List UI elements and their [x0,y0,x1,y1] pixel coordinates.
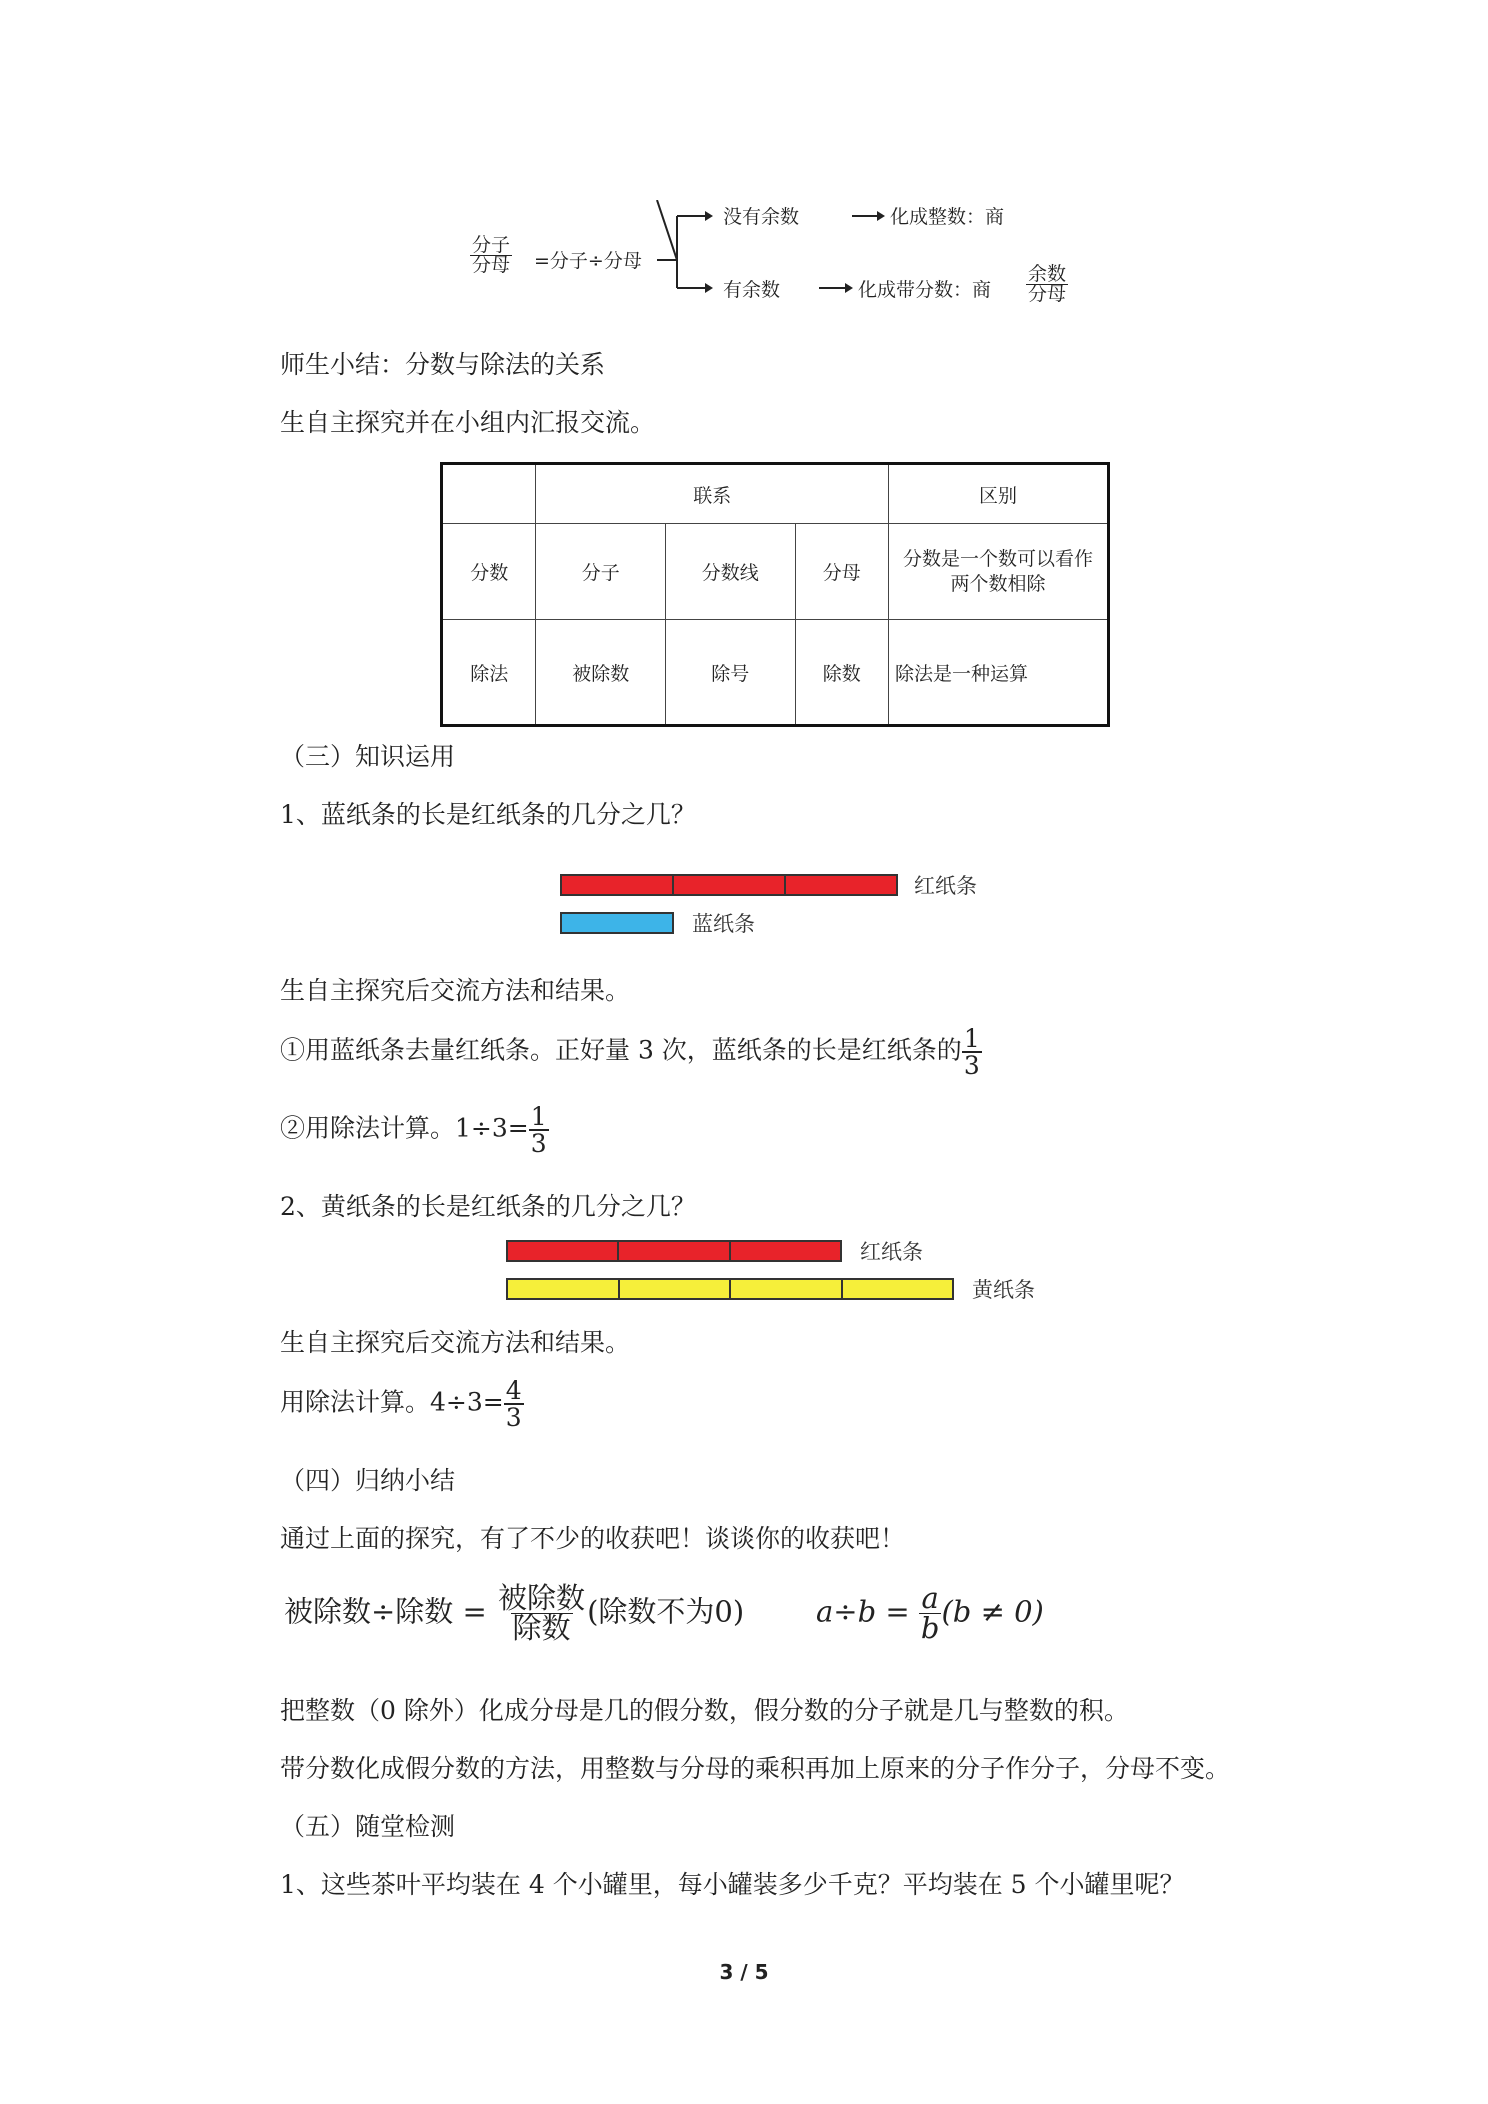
fraction-numerator: 4 [505,1376,522,1405]
rule-2: 带分数化成假分数的方法，用整数与分母的乘积再加上原来的分子作分子，分母不变。 [280,1754,1231,1783]
red-strip-1-label: 红纸条 [914,874,977,898]
strip-segment [731,1280,843,1298]
blue-strip [560,912,674,934]
summary-title: 师生小结：分数与除法的关系 [280,350,606,379]
method-1 [280,1026,982,1078]
test-question-1: 1、这些茶叶平均装在 4 个小罐里，每小罐装多少千克？平均装在 5 个小罐里呢？ [280,1870,1185,1899]
question-2: 2、黄纸条的长是红纸条的几分之几？ [280,1192,696,1221]
header-relation: 联系 [536,464,889,524]
header-difference: 区别 [888,464,1108,524]
table-header-row [442,464,1109,524]
section3-title: （三）知识运用 [280,742,456,771]
row-cell: 分母 [795,524,888,620]
fraction-denominator: 3 [963,1051,980,1080]
formula-lhs: 被除数÷除数 = [284,1594,487,1629]
yellow-strip-label: 黄纸条 [972,1278,1035,1302]
row-cell: 除数 [795,620,888,726]
red-strip-2 [506,1240,842,1262]
row-name: 分数 [442,524,536,620]
formula-denominator: 除数 [512,1611,571,1645]
row-difference: 分数是一个数可以看作两个数相除 [888,524,1108,620]
fraction-numerator: 1 [963,1024,980,1053]
branch-no-remainder-label: 没有余数 [723,206,800,228]
branch-remainder-label: 有余数 [723,279,781,301]
letter-formula-fraction [919,1581,942,1645]
method-2 [280,1104,549,1156]
row-cell: 分数线 [666,524,796,620]
remainder-numerator: 余数 [1028,263,1067,285]
table-row [442,620,1109,726]
branch-remainder-result: 化成带分数：商 [858,279,992,301]
row-difference: 除法是一种运算 [888,620,1108,726]
letter-formula-denominator: b [920,1611,940,1645]
red-strip-2-label: 红纸条 [860,1240,923,1264]
diagram-equals-text: =分子÷分母 [534,250,642,272]
blue-strip-label: 蓝纸条 [692,912,755,936]
fraction-division-table [440,462,1110,727]
page-number: 3 / 5 [719,1960,769,1984]
harvest-text: 通过上面的探究，有了不少的收获吧！谈谈你的收获吧！ [280,1524,906,1553]
letter-formula [816,1581,1044,1645]
formula-fraction [496,1581,587,1645]
row-cell: 被除数 [536,620,666,726]
rule-1: 把整数（0 除外）化成分母是几的假分数，假分数的分子就是几与整数的积。 [280,1696,1129,1725]
section5-title: （五）随堂检测 [280,1812,456,1841]
table-row [442,524,1109,620]
diagram-numerator: 分子 [472,234,511,256]
branch-no-remainder-result: 化成整数：商 [890,206,1005,228]
strip-segment [620,1280,732,1298]
section4-title: （四）归纳小结 [280,1466,456,1495]
method-1-text: ①用蓝纸条去量红纸条。正好量 3 次，蓝纸条的长是红纸条的 [280,1035,962,1065]
fraction-denominator: 3 [530,1129,547,1158]
strip-segment [562,876,674,894]
diagram-denominator: 分母 [472,254,511,276]
explore-text: 生自主探究并在小组内汇报交流。 [280,408,656,437]
explore-after-text: 生自主探究后交流方法和结果。 [280,976,631,1005]
method-1-fraction [962,1026,982,1078]
row-cell: 分子 [536,524,666,620]
strip-segment [508,1280,620,1298]
strip-segment [508,1242,619,1260]
method-2-text: ②用除法计算。1÷3= [280,1113,529,1143]
question-1: 1、蓝纸条的长是红纸条的几分之几？ [280,800,696,829]
red-strip-1 [560,874,898,896]
method-3-text: 用除法计算。4÷3= [280,1387,504,1417]
formula-numerator: 被除数 [498,1581,586,1615]
row-name: 除法 [442,620,536,726]
strip-segment [619,1242,730,1260]
strip-segment [731,1242,840,1260]
method-3-fraction [504,1378,524,1430]
strip-segment [843,1280,953,1298]
fraction-numerator: 1 [530,1102,547,1131]
row-cell: 除号 [666,620,796,726]
strip-segment [562,914,672,932]
method-3 [280,1378,524,1430]
method-2-fraction [529,1104,549,1156]
strip-segment [786,876,896,894]
remainder-denominator: 分母 [1028,283,1067,305]
fraction-denominator: 3 [505,1403,522,1432]
explore-after-text-2: 生自主探究后交流方法和结果。 [280,1328,631,1357]
letter-formula-numerator: a [921,1581,939,1615]
division-formula [284,1581,745,1645]
table-corner-cell [442,464,536,524]
formula-condition: (除数不为0) [587,1594,745,1629]
remainder-fraction [1026,265,1068,304]
letter-formula-condition: (b ≠ 0) [941,1594,1044,1629]
strip-segment [674,876,786,894]
yellow-strip [506,1278,954,1300]
diagram-fraction [470,236,512,275]
letter-formula-lhs: a÷b = [816,1594,910,1629]
